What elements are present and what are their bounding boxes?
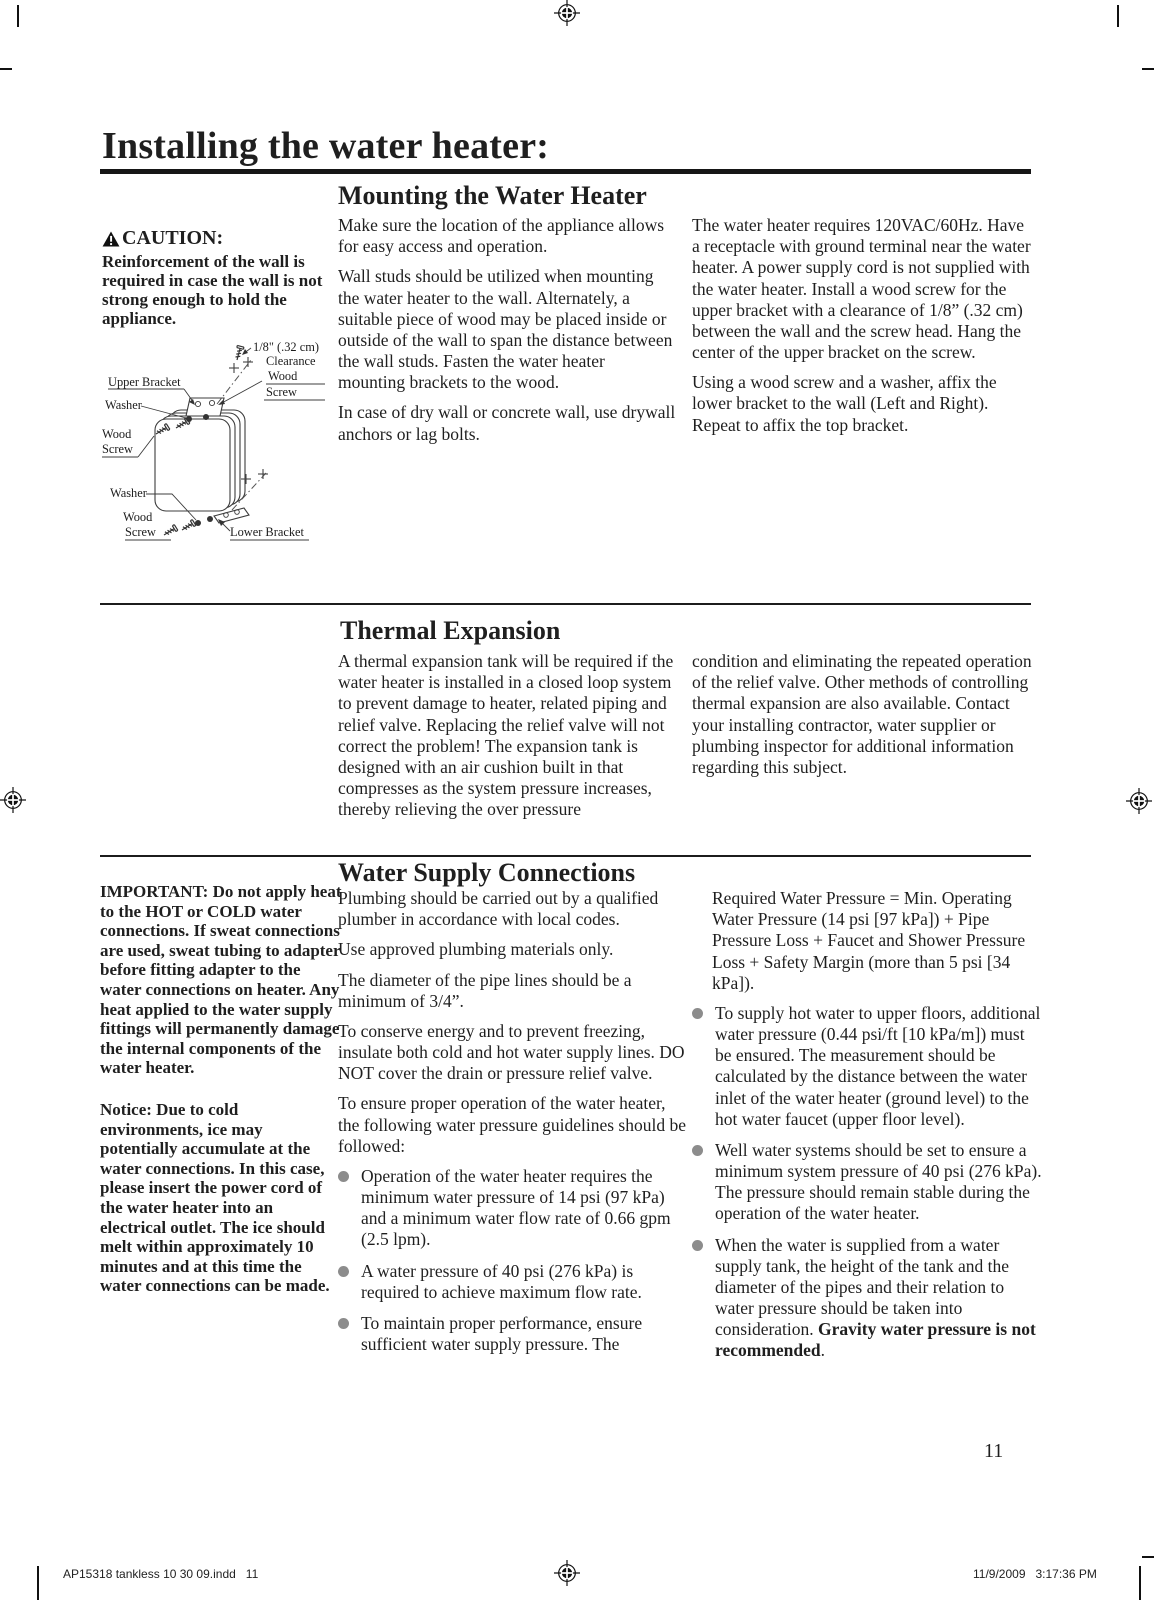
section-heading-mounting: Mounting the Water Heater — [338, 181, 647, 210]
mounting-column-middle — [338, 215, 676, 454]
wood-screw-shape — [180, 520, 196, 533]
bullet-item — [692, 1235, 1042, 1362]
paragraph: The diameter of the pipe lines should be a minimum of 3/4”. — [338, 969, 632, 1011]
important-notice-column — [100, 882, 342, 1318]
footer-filename: AP15318 tankless 10 30 09.indd 11 — [63, 1567, 259, 1581]
important-text: IMPORTANT: Do not apply heat to the HOT or COLD water connections. If sweat connections are used, sweat tubing to adapter before fitting adapter to the water connections on heater. Any heat applied to the water supply fittings will permanently damage the internal components of the water heater. — [100, 882, 342, 1078]
bullet-text-bold: Gravity water pressure is not recommended — [715, 1319, 1036, 1361]
bullet-dot-icon — [692, 1145, 703, 1156]
bullet-text: To maintain proper performance, ensure sufficient water supply pressure. The — [361, 1312, 643, 1355]
paragraph: To ensure proper operation of the water heater, the following water pressure guidelines should be followed: — [338, 1093, 686, 1156]
diagram-label-washer-bottom: Washer — [110, 486, 147, 500]
bullet-dot-icon — [338, 1171, 349, 1182]
bullet-text: Operation of the water heater requires the minimum water pressure of 14 psi (97 kPa) and a minimum water flow rate of 0.66 gpm (2.5 lpm). — [361, 1165, 671, 1250]
bullet-item — [338, 1313, 686, 1355]
paragraph: In case of dry wall or concrete wall, use drywall anchors or lag bolts. — [338, 402, 676, 444]
caution-block — [102, 227, 340, 328]
diagram-label-clearance: 1/8" (.32 cm) — [253, 340, 319, 354]
diagram-label-wood-screw-right: Screw — [266, 385, 297, 399]
bullet-item — [338, 1261, 686, 1303]
diagram-label-wood-screw-left: Screw — [102, 442, 133, 456]
registration-mark-left — [0, 787, 26, 813]
water-column-right — [692, 888, 1042, 1372]
bullet-dot-icon — [692, 1240, 703, 1251]
paragraph: Make sure the location of the appliance allows for easy access and operation. — [338, 215, 665, 257]
bullet-text: To supply hot water to upper floors, additional water pressure (0.44 psi/ft [10 kPa/m]) must be ensured. The measurement should be calculated by the distance between the water inlet of the water heater (ground level) to the hot water faucet (upper floor level). — [715, 1002, 1041, 1129]
section-heading-water-supply: Water Supply Connections — [338, 858, 636, 887]
crop-mark — [0, 68, 12, 70]
wood-screw-shape — [234, 345, 244, 360]
page-title: Installing the water heater: — [102, 125, 550, 167]
diagram-label-clearance2: Clearance — [266, 354, 316, 368]
warning-triangle-icon — [102, 231, 120, 247]
bullet-dot-icon — [692, 1008, 703, 1019]
registration-mark-right — [1126, 788, 1152, 814]
paragraph: The water heater requires 120VAC/60Hz. Have a receptacle with ground terminal near the water heater. A power supply cord is not supplied with the water heater. Install a wood screw for the upper bracket with a clearance of 1/8” (.32 cm) between the wall and the screw head. Hang the center of the upper bracket on the screw. — [692, 215, 1031, 363]
mounting-diagram — [96, 334, 326, 546]
diagram-label-upper-bracket: Upper Bracket — [108, 375, 181, 389]
thermal-column-middle — [338, 651, 682, 829]
bullet-item — [692, 1003, 1042, 1130]
crop-mark — [37, 1566, 39, 1600]
crop-mark — [1139, 1566, 1141, 1600]
registration-mark-top — [554, 0, 580, 26]
caution-text: Reinforcement of the wall is required in case the wall is not strong enough to hold the appliance. — [102, 252, 323, 328]
notice-text: Notice: Due to cold environments, ice may potentially accumulate at the water connections. In this case, please insert the power cord of the water heater into an electrical outlet. The ice should melt within approximately 10 minutes and at this time the water connections can be made. — [100, 1099, 330, 1296]
washer-bottom-shape — [207, 516, 213, 522]
bullet-item — [338, 1166, 686, 1251]
page-number: 11 — [984, 1440, 1004, 1462]
caution-label: CAUTION: — [122, 227, 224, 249]
footer-timestamp: 11/9/2009 3:17:36 PM — [973, 1567, 1097, 1581]
diagram-label-wood-screw-bottom: Wood — [123, 510, 153, 524]
paragraph: condition and eliminating the repeated operation of the relief valve. Other methods of controlling thermal expansion are also available. Contact your installing contractor, water supplier or plumbing inspector for additional information regarding this subject. — [692, 651, 1032, 777]
bullet-text: Well water systems should be set to ensure a minimum system pressure of 40 psi (276 kPa). The pressure should remain stable during the operation of the water heater. — [715, 1139, 1042, 1224]
diagram-label-washer-top: Washer — [105, 398, 142, 412]
thermal-column-right — [692, 651, 1038, 787]
diagram-label-lower-bracket: Lower Bracket — [230, 525, 304, 539]
washer-top-shape — [203, 414, 209, 420]
section-heading-thermal: Thermal Expansion — [340, 616, 561, 645]
crop-mark — [1142, 1556, 1154, 1558]
bullet-text: When the water is supplied from a water supply tank, the height of the tank and the diameter of the pipes and their relation to water pressure should be taken into consideration. Gravity water pressure is not recommended. — [715, 1235, 1036, 1361]
bullet-dot-icon — [338, 1266, 349, 1277]
bullet-item — [692, 1140, 1042, 1225]
paragraph: To conserve energy and to prevent freezing, insulate both cold and hot water supply lines. DO NOT cover the drain or pressure relief valve. — [338, 1020, 685, 1084]
paragraph: Plumbing should be carried out by a qualified plumber in accordance with local codes. — [338, 888, 659, 930]
paragraph: Wall studs should be utilized when mounting the water heater to the wall. Alternately, a suitable piece of wood may be placed inside or outside of the wall to span the distance between the wall studs. Fasten the water heater mounting brackets to the wood. — [338, 266, 673, 393]
section-divider — [100, 603, 1031, 605]
wood-screw-shape — [162, 525, 178, 538]
diagram-label-wood-screw-left: Wood — [102, 427, 132, 441]
paragraph: Use approved plumbing materials only. — [338, 939, 614, 960]
diagram-label-wood-screw-right: Wood — [268, 369, 298, 383]
section-divider — [100, 855, 1031, 857]
bullet-text: A water pressure of 40 psi (276 kPa) is required to achieve maximum flow rate. — [361, 1260, 642, 1302]
paragraph: A thermal expansion tank will be required if the water heater is installed in a closed loop system to prevent damage to heater, related piping and relief valve. Replacing the relief valve will not correct the problem! The expansion tank is designed with an air cushion built in that compresses as the system pressure increases, thereby relieving the over pressure — [338, 651, 674, 820]
crop-mark — [17, 5, 19, 27]
crop-mark — [1117, 5, 1119, 27]
registration-mark-bottom — [554, 1560, 580, 1586]
heater-body-front — [155, 419, 230, 511]
title-rule — [100, 169, 1031, 174]
mounting-column-right — [692, 215, 1036, 445]
paragraph: Using a wood screw and a washer, affix the lower bracket to the wall (Left and Right). Repeat to affix the top bracket. — [692, 372, 997, 435]
crop-mark — [1142, 68, 1154, 70]
water-column-middle — [338, 888, 686, 1365]
paragraph: Required Water Pressure = Min. Operating Water Pressure (14 psi [97 kPa]) + Pipe Pressure Loss + Faucet and Shower Pressure Loss + Safety Margin (more than 5 psi [34 kPa]). — [712, 888, 1026, 993]
diagram-label-wood-screw-bottom: Screw — [125, 525, 156, 539]
bullet-dot-icon — [338, 1318, 349, 1329]
